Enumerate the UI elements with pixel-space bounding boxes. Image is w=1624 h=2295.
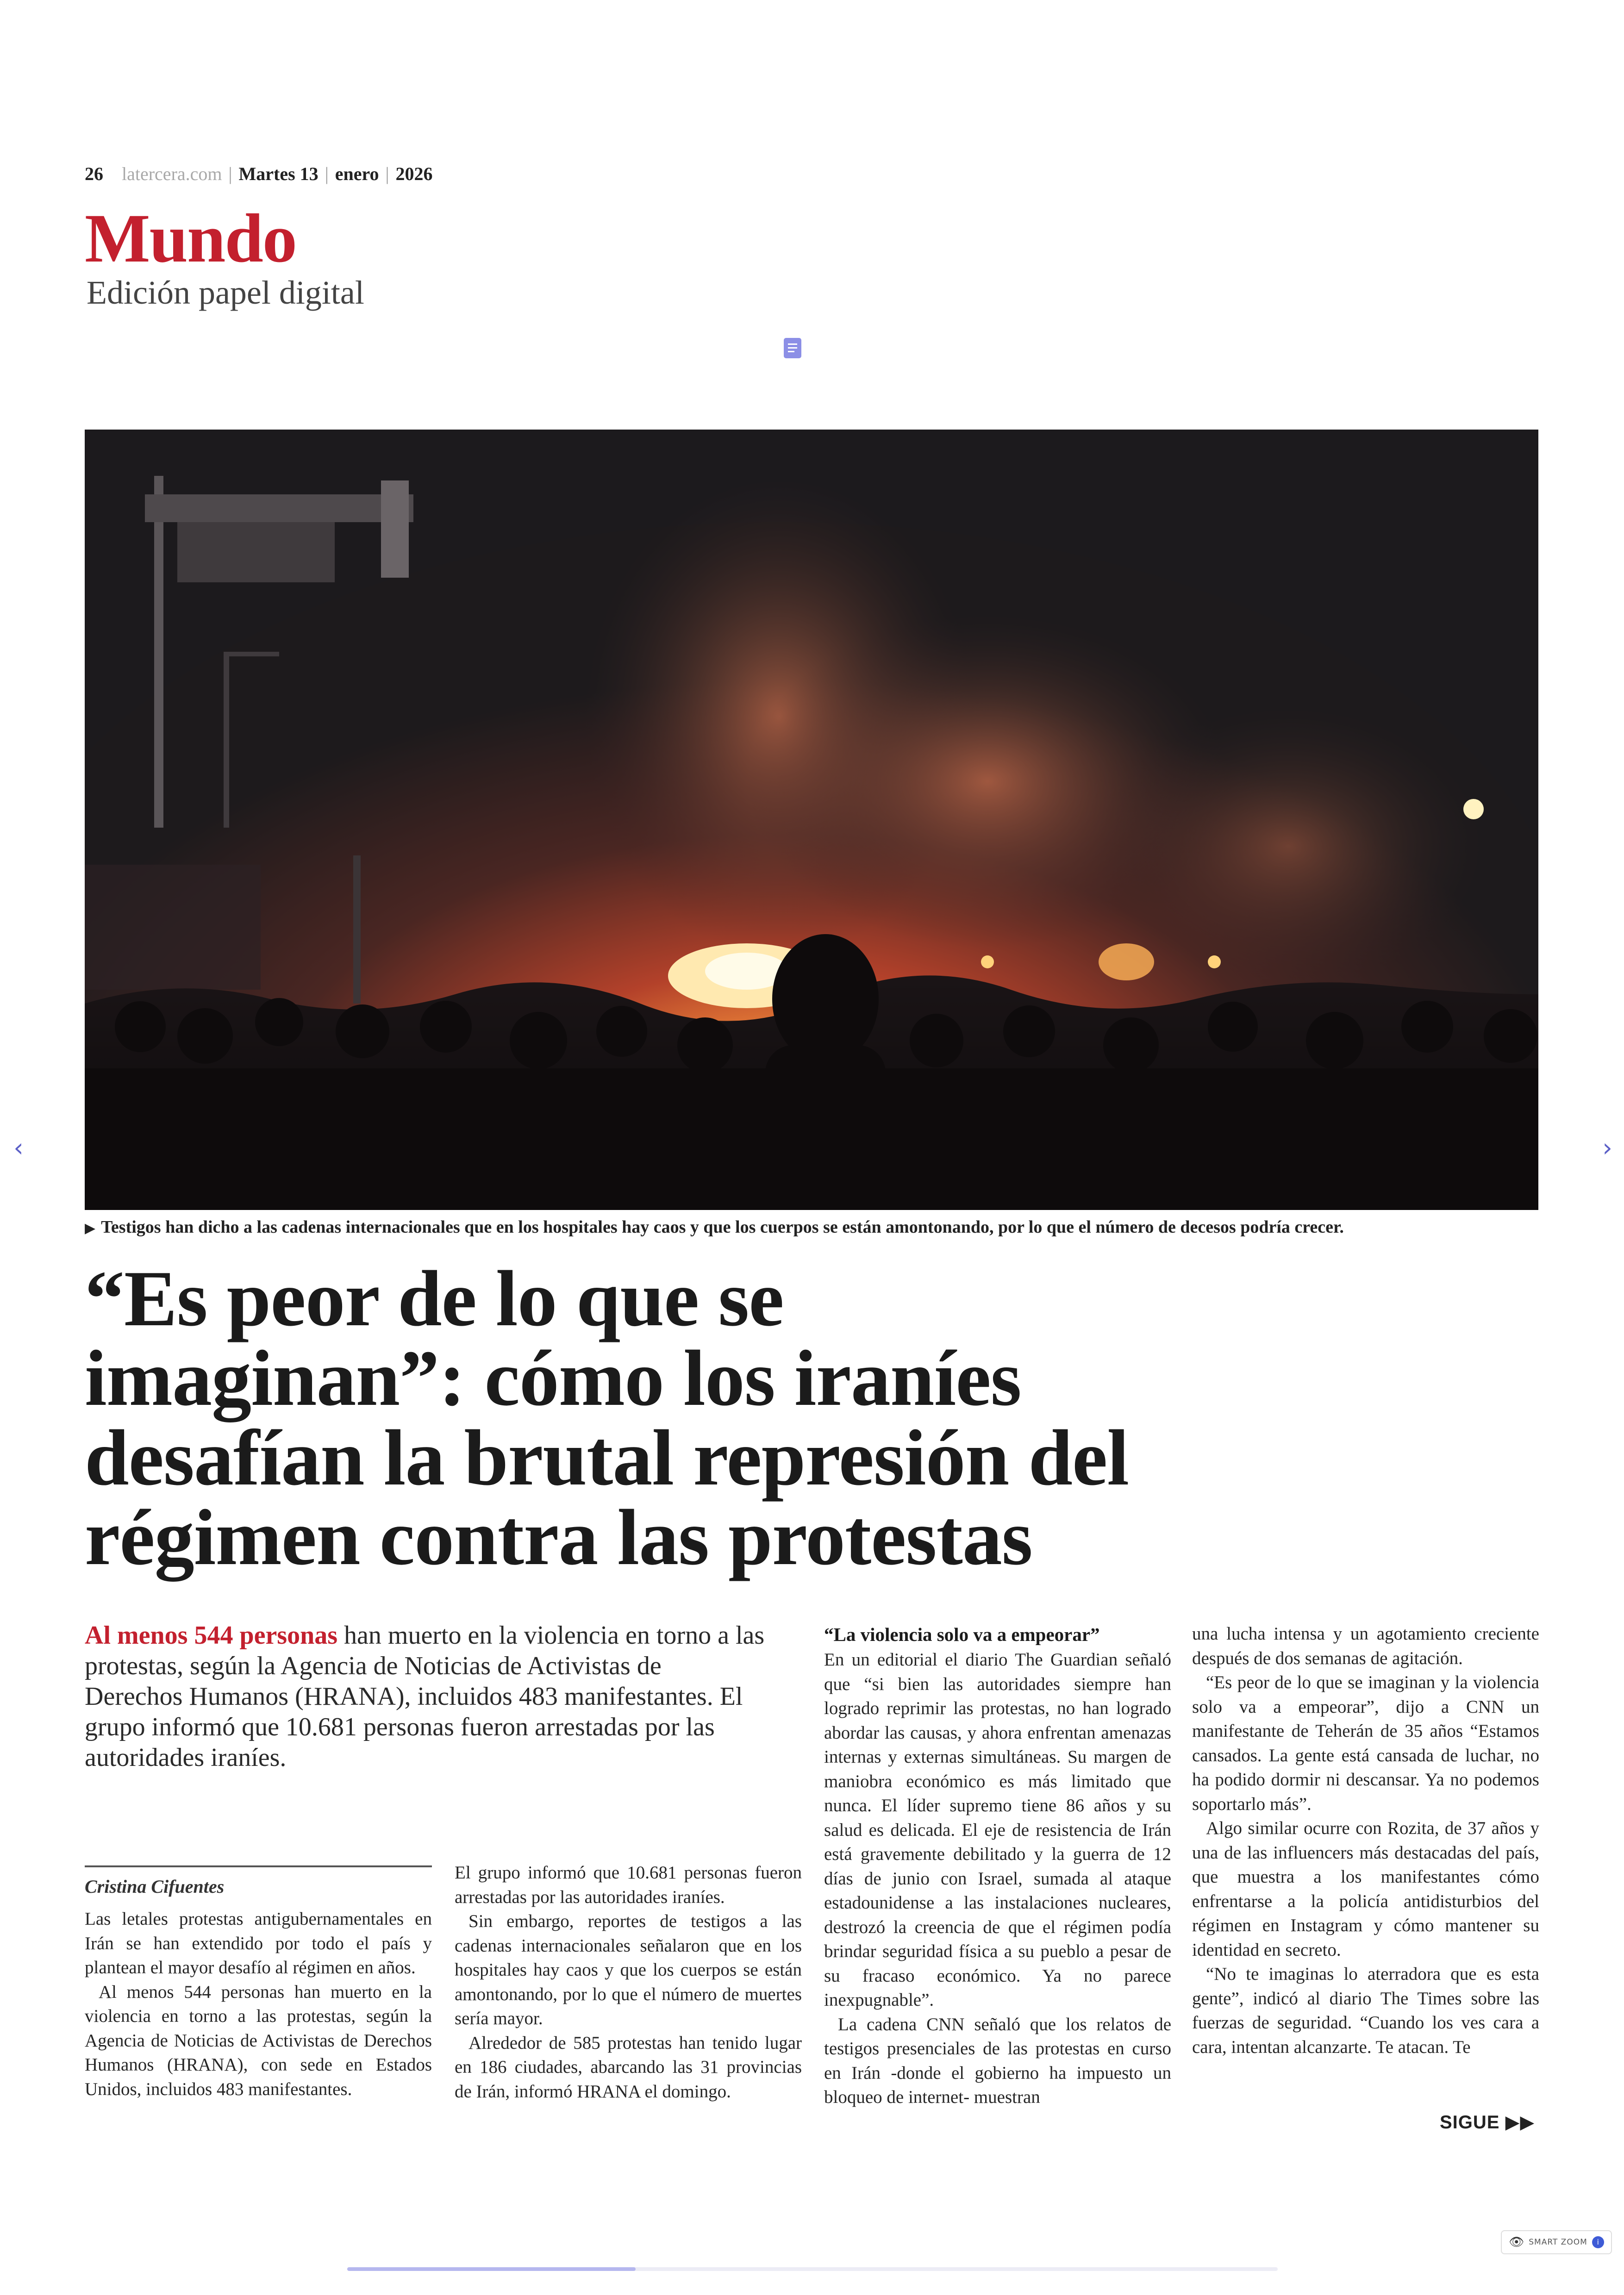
date-day: Martes 13 — [238, 163, 319, 184]
paragraph: Sin embargo, reportes de testigos a las cadenas internacionales señalaron que en los hospitales hay caos y que los cuerpos se están amontonando, por lo que el número de muertes sería mayor. — [455, 1911, 802, 2028]
headline-line: “Es peor de lo que se — [85, 1255, 784, 1343]
article-column-4 — [1192, 1622, 1539, 2059]
reading-progress-fill — [347, 2267, 636, 2271]
chevron-left-icon[interactable]: ‹ — [13, 1133, 24, 1162]
paragraph: Algo similar ocurre con Rozita, de 37 años y una de las influencers más destacadas del país, que muestra a los manifestantes cómo enfrentarse a la policía antidisturbios del régimen en Instagram y cómo mantener su identidad en secreto. — [1192, 1818, 1539, 1960]
article-column-1 — [85, 1907, 432, 2102]
date-year: 2026 — [395, 163, 433, 184]
headline-line: imaginan”: cómo los iraníes — [85, 1335, 1021, 1422]
headline — [85, 1255, 1242, 1582]
page-header — [85, 163, 433, 186]
lead-text: han muerto en la violencia en torno a las protestas, según la Agencia de Noticias de Activistas de Derechos Humanos (HRANA), incluidos 483 manifestantes. El grupo informó que 10.681 personas fueron arrestadas por las autoridades iraníes. — [85, 1621, 765, 1772]
headline-line: régimen contra las protestas — [85, 1494, 1032, 1582]
paragraph: “Es peor de lo que se imaginan y la violencia solo va a empeorar”, dijo a CNN un manifestante de Teherán de 35 años “Estamos cansados. La gente está cansada de luchar, no ha podido dormir ni descansar. Ya no podemos soportarlo más”. — [1192, 1672, 1539, 1814]
article-column-3 — [824, 1648, 1171, 2110]
chevron-right-icon[interactable]: › — [1602, 1133, 1612, 1162]
page-number: 26 — [85, 163, 103, 184]
lead-highlight: Al menos 544 personas — [85, 1621, 338, 1650]
subheading: “La violencia solo va a empeorar” — [824, 1624, 1100, 1645]
edition-label: Edición papel digital — [87, 274, 364, 311]
eye-icon: 👁 — [1509, 2235, 1524, 2249]
divider: | — [385, 163, 389, 184]
note-icon[interactable] — [784, 338, 801, 358]
paragraph: Alrededor de 585 protestas han tenido lugar en 186 ciudades, abarcando las 31 provincias de Irán, informó HRANA el domingo. — [455, 2033, 802, 2102]
headline-line: desafían la brutal represión del — [85, 1414, 1129, 1502]
paragraph: El grupo informó que 10.681 personas fueron arrestadas por las autoridades iraníes. — [455, 1863, 802, 1907]
paragraph: Las letales protestas antigubernamentales en Irán se han extendido por todo el país y plantean el mayor desafío al régimen en años. — [85, 1909, 432, 1977]
smart-zoom-button[interactable] — [1501, 2230, 1612, 2254]
photo-caption — [85, 1216, 1538, 1239]
triangle-icon: ▶ — [85, 1221, 96, 1236]
date-month: enero — [335, 163, 379, 184]
caption-text: Testigos han dicho a las cadenas internacionales que en los hospitales hay caos y que los cuerpos se están amontonando, por lo que el número de decesos podría crecer. — [101, 1217, 1344, 1237]
paragraph: una lucha intensa y un agotamiento creciente después de dos semanas de agitación. — [1192, 1624, 1539, 1668]
byline: Cristina Cifuentes — [85, 1865, 432, 1897]
site-name: latercera.com — [122, 163, 222, 184]
smart-zoom-label: SMART ZOOM — [1529, 2238, 1587, 2247]
paragraph: Al menos 544 personas han muerto en la violencia en torno a las protestas, según la Agencia de Noticias de Activistas de Derechos Humanos (HRANA), con sede en Estados Unidos, incluidos 483 manifestantes. — [85, 1982, 432, 2099]
section-title: Mundo — [85, 200, 296, 277]
protest-fire-scene — [85, 430, 1538, 1210]
article-column-2 — [455, 1861, 802, 2104]
divider: | — [228, 163, 232, 184]
paragraph: “No te imaginas lo aterradora que es esta gente”, indicó al diario The Times sobre las fuerzas de seguridad. “Cuando los ves cara a cara, intentan alcanzarte. Te atacan. Te — [1192, 1964, 1539, 2057]
news-photo — [85, 430, 1538, 1210]
continue-label: SIGUE ▶▶ — [1440, 2112, 1535, 2133]
paragraph: En un editorial el diario The Guardian señaló que “si bien las autoridades siempre han logrado reprimir las protestas, no han logrado abordar las causas, y ahora enfrentan amenazas internas y externas simultáneas. Su margen de maniobra económico es más limitado que nunca. El líder supremo tiene 86 años y su salud es delicada. El eje de resistencia de Irán está gravemente debilitado y la guerra de 12 días de junio con Israel, sumada al ataque estadounidense a las instalaciones nucleares, destrozó la creencia de que el régimen podía brindar seguridad física a su pueblo a pesar de su fracaso económico. Ya no parece inexpugnable”. — [824, 1650, 1171, 2010]
lead-paragraph — [85, 1620, 765, 1773]
paragraph: La cadena CNN señaló que los relatos de testigos presenciales de las protestas en curso en Irán -donde el gobierno ha impuesto un bloqueo de internet- muestran — [824, 2014, 1171, 2107]
info-badge: i — [1592, 2236, 1604, 2248]
divider: | — [325, 163, 329, 184]
